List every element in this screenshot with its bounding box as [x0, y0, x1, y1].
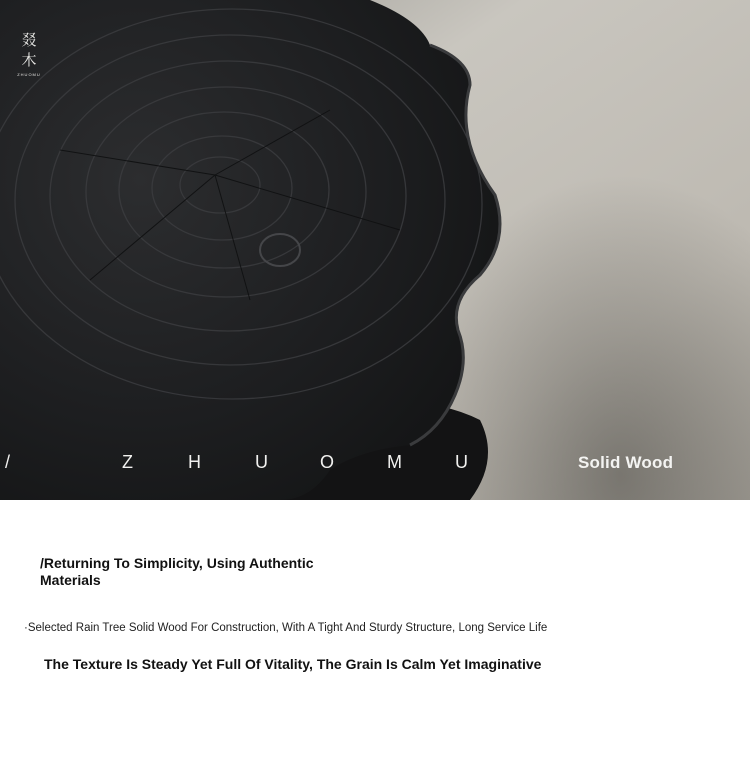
description-section	[0, 500, 750, 769]
logo-glyph-bottom: 木	[21, 51, 37, 69]
brand-letter: Z	[122, 452, 133, 472]
brand-letter: U	[455, 452, 468, 472]
logo-glyph-top: 叕	[21, 31, 37, 49]
brand-letter: H	[188, 452, 201, 472]
texture-statement: The Texture Is Steady Yet Full Of Vitality, The Grain Is Calm Yet Imaginative	[44, 656, 542, 672]
logo-subtext: ZHUOMU	[17, 72, 41, 77]
brand-letter: O	[320, 452, 335, 472]
brand-letter: M	[387, 452, 402, 472]
tagline-solid-wood: Solid Wood	[578, 453, 674, 472]
brand-logo	[14, 30, 44, 77]
section-headline: /Returning To Simplicity, Using Authentic Materials	[40, 555, 314, 588]
brand-letter: /	[5, 452, 11, 472]
brand-letter: U	[255, 452, 268, 472]
material-detail: ·Selected Rain Tree Solid Wood For Construction, With A Tight And Sturdy Structure, Long Service Life	[24, 622, 548, 634]
